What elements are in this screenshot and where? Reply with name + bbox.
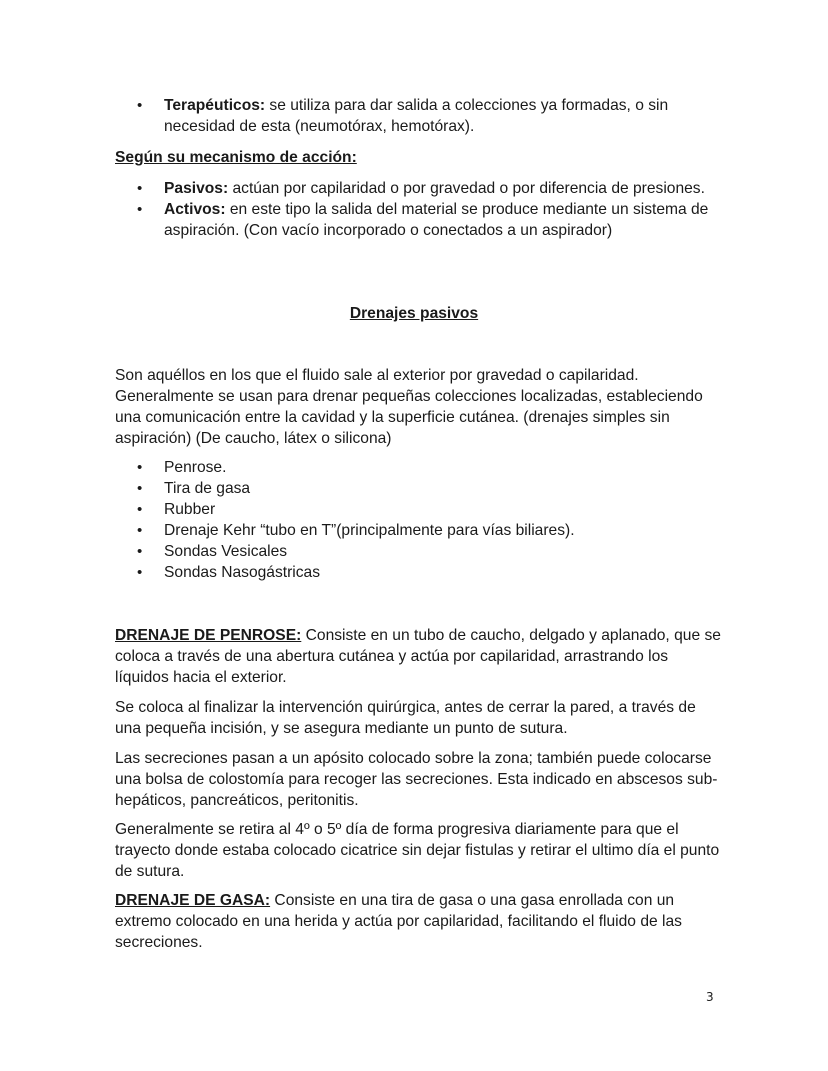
penrose-heading: DRENAJE DE PENROSE: [115, 627, 302, 644]
list-item: • Sondas Vesicales [137, 543, 288, 560]
bullet-text: actúan por capilaridad o por gravedad o por diferencia de presiones. [228, 180, 705, 197]
list-item: • Penrose. [137, 459, 227, 476]
bullet-text: en este tipo la salida del material se produce mediante un sistema de aspiración. (Con vacío incorporado o conectados a un aspirador) [164, 201, 709, 239]
penrose-paragraph-3: Las secreciones pasan a un apósito colocado sobre la zona; también puede colocarse una bolsa de colostomía para recoger las secreciones. Esta indicado en abscesos sub-hepáticos, pancreáticos, peritonitis. [115, 750, 718, 809]
therapeutic-list [115, 95, 725, 137]
bullet-text: se utiliza para dar salida a colecciones ya formadas, o sin necesidad de esta (neumotórax, hemotórax). [164, 97, 669, 135]
bullet-term: Pasivos: [164, 180, 229, 197]
bullet-term: Activos: [164, 201, 226, 218]
list-item [115, 95, 725, 137]
bullet-icon: • [137, 543, 143, 560]
bullet-icon: • [137, 564, 143, 581]
list-item [115, 199, 725, 241]
list-item: • Tira de gasa [137, 480, 251, 497]
bullet-icon: • [137, 501, 143, 518]
bullet-icon: • [137, 480, 143, 497]
page-number: 3 [706, 990, 714, 1004]
bullet-icon: • [137, 459, 143, 476]
list-item: • Rubber [137, 501, 216, 518]
penrose-text: Consiste en un tubo de caucho, delgado y aplanado, que se coloca a través de una abertura cutánea y actúa por capilaridad, arrastrando los líquidos hacia el exterior. [115, 627, 721, 686]
gasa-heading: DRENAJE DE GASA: [115, 892, 271, 909]
gasa-paragraph [115, 890, 725, 953]
gasa-text: Consiste en una tira de gasa o una gasa enrollada con un extremo colocado en una herida y actúa por capilaridad, facilitando el fluido de las secreciones. [115, 892, 682, 951]
penrose-paragraph-1 [115, 625, 725, 688]
list-item: • Drenaje Kehr “tubo en T”(principalmente para vías biliares). [137, 522, 575, 539]
bullet-term: Terapéuticos: [164, 97, 266, 114]
intro-paragraph: Son aquéllos en los que el fluido sale al exterior por gravedad o capilaridad. Generalmente se usan para drenar pequeñas colecciones localizadas, estableciendo una comunicación entre la cavidad y la superficie cutánea. (drenajes simples sin aspiración) (De caucho, látex o silicona) [115, 367, 703, 447]
penrose-paragraph-2: Se coloca al finalizar la intervención quirúrgica, antes de cerrar la pared, a través de una pequeña incisión, y se asegura mediante un punto de sutura. [115, 699, 696, 737]
list-item: • Sondas Nasogástricas [137, 564, 321, 581]
bullet-icon: • [137, 522, 143, 539]
mechanism-heading: Según su mecanismo de acción: [115, 149, 357, 166]
list-item [115, 178, 725, 199]
section-title: Drenajes pasivos [349, 305, 479, 322]
penrose-paragraph-4: Generalmente se retira al 4º o 5º día de forma progresiva diariamente para que el trayecto donde estaba colocado cicatrice sin dejar fistulas y retirar el ultimo día el punto de sutura. [115, 821, 720, 880]
bullet-icon: • [137, 201, 143, 218]
bullet-icon: • [137, 180, 143, 197]
bullet-icon: • [137, 97, 143, 114]
mechanism-list [115, 178, 725, 241]
drain-list [115, 457, 725, 583]
